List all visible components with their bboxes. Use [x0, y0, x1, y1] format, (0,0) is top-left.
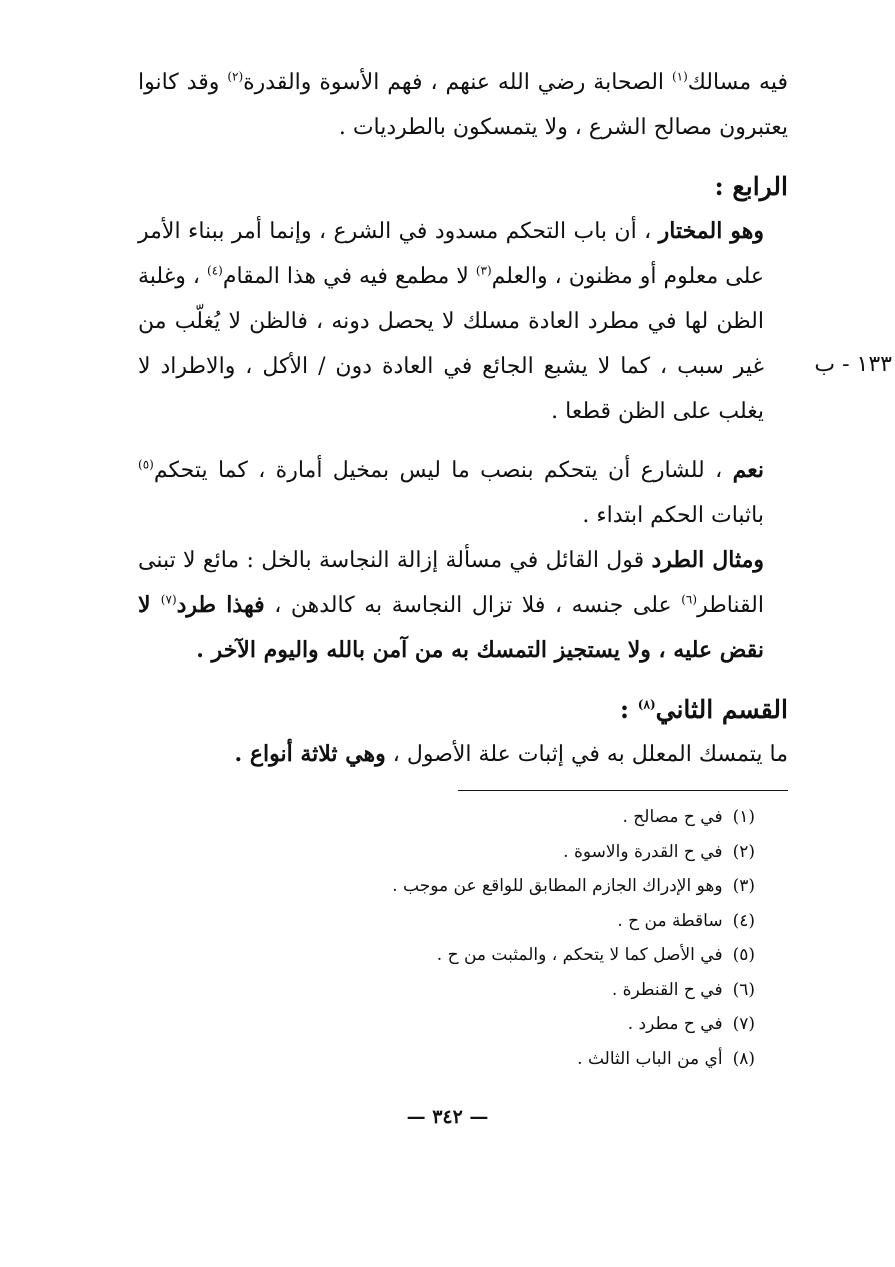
footnote-ref: (٤) [207, 263, 223, 278]
text-run: ، وغلبة الظن لها في مطرد العادة مسلك لا يحصل دونه ، فالظن لا يُغلّب من غير سبب ، كما لا يشبع الجائع في العادة دون / الأكل ، والاطراد لا يغلب على الظن قطعا . [138, 264, 764, 424]
footnote-item [315, 1007, 755, 1042]
footnote-text: في الأصل كما لا يتحكم ، والمثبت من ح . [436, 945, 723, 965]
section-heading-second-part [138, 687, 788, 732]
footnote-number: (٥) [732, 945, 755, 965]
paragraph-2 [138, 209, 788, 434]
text-run: القسم الثاني [655, 695, 788, 724]
text-run: الصحابة رضي الله عنهم ، فهم الأسوة والقدرة [243, 70, 672, 95]
footnotes-list [315, 800, 755, 1076]
bold-run: وهي ثلاثة أنواع . [234, 741, 386, 767]
bold-run: ومثال الطرد [651, 547, 764, 573]
paragraph-4 [138, 538, 788, 673]
footnote-text: وهو الإدراك الجازم المطابق للواقع عن موجب . [392, 876, 723, 896]
text-run: على جنسه ، فلا تزال النجاسة به كالدهن ، [264, 593, 682, 618]
footnote-item [315, 800, 755, 835]
text-run: ما يتمسك المعلل به في إثبات علة الأصول ، [385, 742, 788, 767]
footnote-number: (٢) [732, 841, 755, 862]
manuscript-folio-marker: ١٣٣ - ب [814, 352, 892, 377]
footnote-ref: (٧) [160, 592, 177, 607]
paragraph-1 [138, 60, 788, 150]
footnote-item [315, 835, 755, 870]
paragraph-3 [138, 448, 788, 538]
text-run: قول القائل في مسألة إزالة النجاسة بالخل : مائع لا تبنى القناطر [138, 548, 764, 618]
bold-run: نعم [732, 457, 764, 483]
bold-run: فهذا طرد [176, 592, 265, 618]
footnote-item [315, 904, 755, 939]
paragraph-5 [138, 732, 788, 777]
footnote-text: ساقطة من ح . [617, 910, 723, 931]
footnote-item [315, 938, 755, 973]
text-run: : [619, 695, 638, 724]
text-run: ، أن باب التحكم مسدود في الشرع ، وإنما أمر ببناء الأمر على معلوم أو مظنون ، والعلم [138, 219, 764, 289]
footnote-text: في ح القدرة والاسوة . [563, 841, 723, 862]
footnote-item [315, 973, 755, 1008]
footnote-item [315, 1042, 755, 1077]
text-run: فيه مسالك [687, 70, 788, 95]
footnote-ref: (٢) [227, 69, 244, 84]
footnote-number: (٤) [732, 910, 755, 931]
bold-run: لا نقض عليه ، ولا يستجيز التمسك به من آمن بالله واليوم الآخر . [138, 592, 764, 663]
footnote-ref: (١) [671, 69, 688, 84]
footnote-ref: (٨) [637, 697, 656, 712]
footnote-divider [458, 790, 788, 791]
footnote-number: (٣) [732, 876, 755, 896]
footnote-number: (٨) [732, 1048, 755, 1069]
footnote-text: في ح القنطرة . [611, 979, 723, 1000]
text-run: وقد كانوا يعتبرون مصالح الشرع ، ولا يتمسكون بالطرديات . [138, 70, 788, 140]
bold-run: وهو المختار [658, 218, 764, 244]
footnote-ref: (٣) [475, 263, 492, 278]
footnote-item [315, 869, 755, 904]
footnote-number: (٦) [732, 979, 755, 1000]
footnote-number: (١) [732, 807, 755, 827]
footnote-text: في ح مطرد . [627, 1014, 723, 1034]
footnote-number: (٧) [732, 1014, 755, 1034]
text-run: لا مطمع فيه في هذا المقام [222, 264, 476, 289]
text-run: باثبات الحكم ابتداء . [582, 503, 764, 528]
footnote-text: في ح مصالح . [622, 807, 723, 827]
text-run: ، للشارع أن يتحكم بنصب ما ليس بمخيل أمارة ، كما يتحكم [153, 458, 733, 483]
footnote-ref: (٦) [681, 592, 698, 607]
main-text [138, 60, 788, 777]
page-number: — ٣٤٢ — [406, 1106, 489, 1128]
footnote-ref: (٥) [138, 457, 154, 472]
footnote-text: أي من الباب الثالث . [577, 1048, 723, 1069]
section-heading-fourth: الرابع : [714, 172, 788, 201]
